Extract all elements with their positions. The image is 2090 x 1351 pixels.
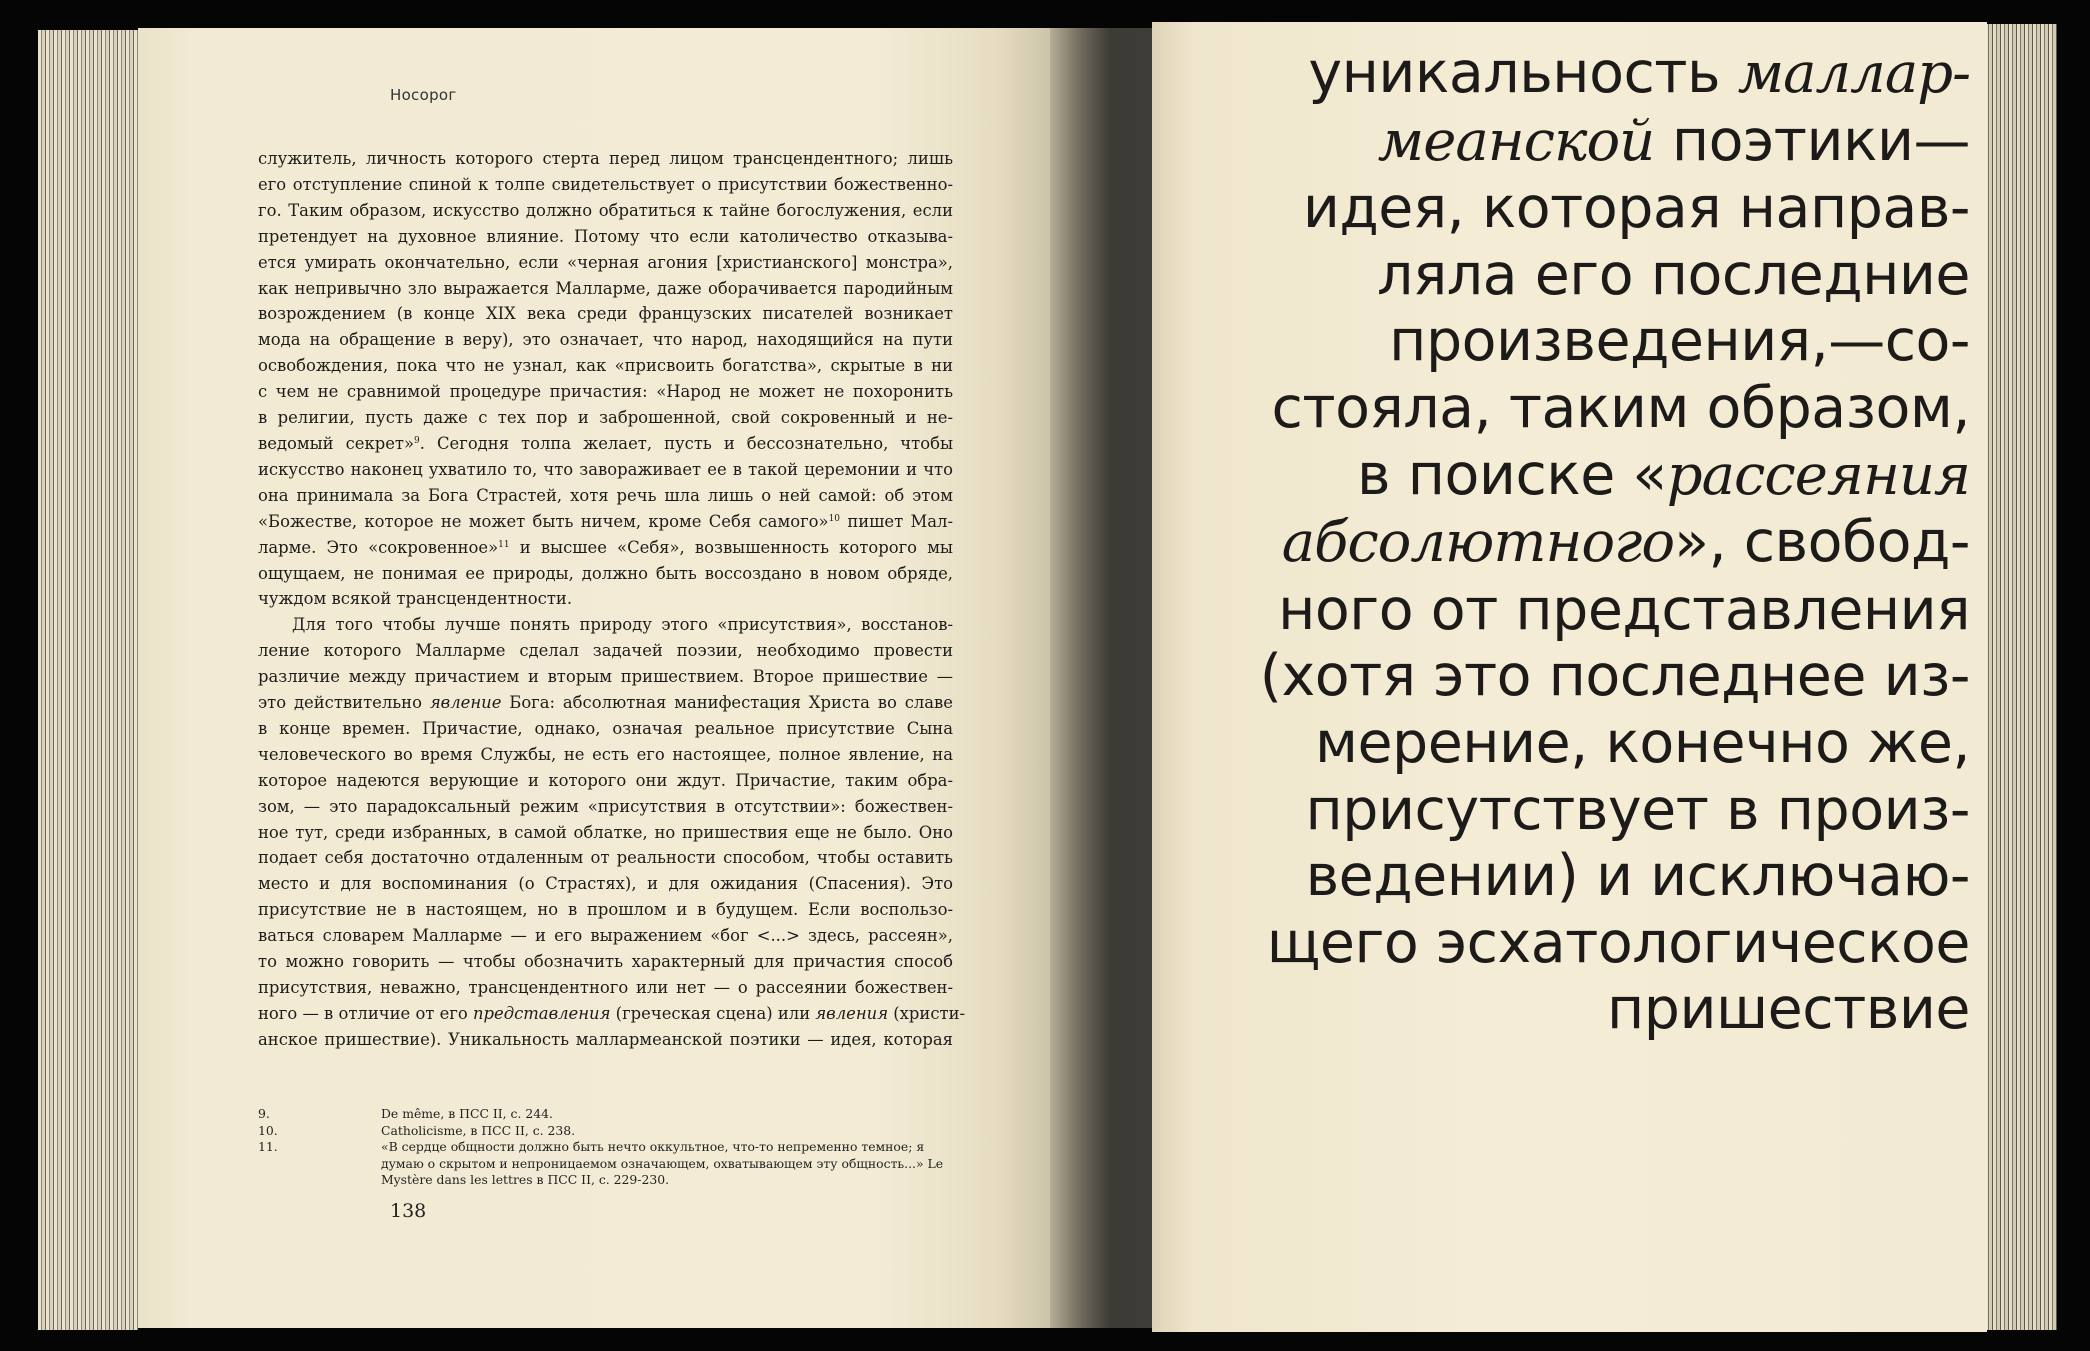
quote-line: идея, которая направ- (1302, 175, 1970, 242)
text-run: (христи- (888, 1003, 966, 1023)
text-run: Бога: абсолютная манифестация Христа во славе (501, 693, 953, 713)
text-line (258, 690, 953, 716)
text-line: то можно говорить — чтобы обозначить характерный для причастия способ (258, 952, 953, 972)
text-line (258, 535, 953, 561)
text-run: ларме. Это «сокровенное» (258, 537, 499, 557)
quote-line: ведении) и исключаю- (1305, 843, 1970, 910)
text-line: место и для воспоминания (о Страстях), и для ожидания (Спасения). Это (258, 874, 953, 894)
quote-line: ного от представления (1278, 576, 1970, 643)
footnotes (258, 1106, 953, 1189)
text-line: претендует на духовное влияние. Потому что если католичество отказыва- (258, 226, 953, 246)
display-quote (1150, 40, 1970, 1043)
text-line (258, 509, 953, 535)
emphasis: представления (472, 1003, 611, 1023)
emphasis: маллар- (1737, 41, 1970, 106)
footnote-text: Catholicisme, в ПСС II, с. 238. (381, 1122, 576, 1138)
text-line: его отступление спиной к толпе свидетельствует о присутствии божественно- (258, 174, 953, 194)
text-run: это действительно (258, 693, 430, 713)
text-line (258, 1001, 966, 1027)
emphasis: рассеяния (1666, 442, 1970, 508)
text-run: поэтики— (1654, 107, 1970, 174)
text-line: го. Таким образом, искусство должно обратиться к тайне богослужения, если (258, 200, 953, 220)
quote-line: ляла его последние (1377, 241, 1970, 308)
text-line: мода на обращение в веру), это означает, что народ, находящийся на пути (258, 330, 953, 350)
footnote-ref-9[interactable]: 9 (414, 435, 420, 446)
text-line: зом, — это парадоксальный режим «присутствия в отсутствии»: божествен- (258, 796, 953, 816)
quote-line: пришествие (1607, 976, 1970, 1043)
text-run: пишет Мал- (840, 511, 953, 531)
footnote-text: De même, в ПСС II, с. 244. (381, 1106, 553, 1121)
text-line: ление которого Малларме сделал задачей поэзии, необходимо провести (258, 641, 953, 661)
footnote-10 (258, 1123, 953, 1140)
text-run: уникальность (1308, 40, 1738, 106)
quote-line: щего эсхатологическое (1266, 909, 1970, 976)
quote-line (1150, 442, 1970, 510)
text-line: различие между причастием и вторым пришествием. Второе пришествие — (258, 667, 953, 687)
text-line: служитель, личность которого стерта перед лицом трансцендентного; лишь (258, 149, 953, 168)
right-page-edges (1985, 24, 2057, 1330)
emphasis: явления (815, 1003, 889, 1023)
quote-line (1150, 509, 1970, 577)
quote-line: (хотя это последнее из- (1259, 643, 1970, 710)
paragraph-2 (258, 612, 966, 1052)
text-line: освобождения, пока что не узнал, как «присвоить богатства», скрытые в ни (258, 356, 953, 376)
footnote-9 (258, 1106, 953, 1123)
text-line: Для того чтобы лучше понять природу этого «присутствия», восстанов- (292, 615, 953, 635)
text-line: которое надеются верующие и которого они ждут. Причастие, таким обра- (258, 770, 953, 790)
footnote-number: 10. (258, 1122, 278, 1138)
text-line: присутствия, неважно, трансцендентного или нет — о рассеянии божествен- (258, 978, 953, 997)
text-run: «Божестве, которое не может быть ничем, кроме Себя самого» (258, 511, 829, 531)
footnote-11 (258, 1139, 953, 1189)
text-line: ное тут, среди избранных, в самой облатке, но пришествия еще не было. Оно (258, 822, 953, 842)
text-run: », свобод- (1674, 509, 1970, 576)
footnote-ref-11[interactable]: 11 (498, 539, 510, 550)
text-line: ощущаем, не понимая ее природы, должно быть воссоздано в новом обряде, (258, 563, 953, 583)
text-line: ется умирать окончательно, если «черная агония [христианского] монстра», (258, 252, 953, 272)
quote-line (1150, 40, 1970, 108)
text-line: подает себя достаточно отдаленным от реальности способом, чтобы оставить (258, 848, 953, 868)
footnote-number: 9. (258, 1106, 270, 1121)
text-run: в поиске « (1357, 441, 1667, 508)
text-line (258, 431, 953, 457)
left-page-edges (38, 30, 138, 1330)
text-line: присутствие не в настоящем, но в прошлом и в будущем. Если воспользо- (258, 900, 953, 920)
text-run: (греческая сцена) или (610, 1003, 816, 1023)
text-line: искусство наконец ухватило то, что завораживает ее в такой церемонии и что (258, 459, 953, 479)
text-line: с чем не сравнимой процедуре причастия: «Народ не может не похоронить (258, 382, 953, 402)
running-head: Носорог (390, 86, 457, 104)
text-line: в конце времен. Причастие, однако, означая реальное присутствие Сына (258, 718, 953, 738)
text-line: ваться словарем Малларме — и его выражением «бог <...> здесь, рассеян», (258, 926, 953, 946)
text-run: ведомый секрет» (258, 433, 415, 453)
text-line: как непривычно зло выражается Малларме, даже оборачивается пародийным (258, 278, 953, 298)
text-line: возрождением (в конце XIX века среди французских писателей возникает (258, 304, 953, 324)
quote-line: стояла, таким образом, (1271, 374, 1970, 441)
text-line: в религии, пусть даже с тех пор и заброшенной, свой сокровенный и не- (258, 408, 953, 428)
book-gutter (1050, 28, 1160, 1328)
paragraph-1 (258, 146, 953, 612)
emphasis: абсолютного (1281, 510, 1675, 576)
text-line: человеческого во время Службы, не есть его настоящее, полное явление, на (258, 744, 953, 764)
text-line: чуждом всякой трансцендентности. (258, 589, 573, 609)
quote-line: мерение, конечно же, (1314, 709, 1970, 776)
emphasis: явление (429, 693, 502, 713)
text-run: и высшее «Себя», возвышенность которого мы (509, 537, 953, 557)
quote-line (1150, 108, 1970, 176)
footnote-number: 11. (258, 1139, 278, 1155)
page-number: 138 (390, 1200, 427, 1222)
emphasis: меанской (1377, 108, 1655, 174)
footnote-text: «В сердце общности должно быть нечто оккультное, что-то непременно темное; я думаю о скрытом и непроницаемом означающем, охватывающем эту общность...» Le Mystère dans les lettres в ПСС II, с. 229-230. (381, 1139, 944, 1188)
text-line: она принимала за Бога Страстей, хотя речь шла лишь о ней самой: об этом (258, 485, 953, 505)
text-run: . Сегодня толпа желает, пусть и бессознательно, чтобы (419, 433, 953, 453)
quote-line: произведения,—со- (1389, 308, 1970, 375)
text-line: анское пришествие). Уникальность маллармеанской поэтики — идея, которая (258, 1029, 953, 1049)
body-text (258, 146, 966, 1053)
footnote-ref-10[interactable]: 10 (828, 513, 841, 524)
text-run: ного — в отличие от его (258, 1003, 473, 1023)
quote-line: присутствует в произ- (1305, 776, 1970, 843)
